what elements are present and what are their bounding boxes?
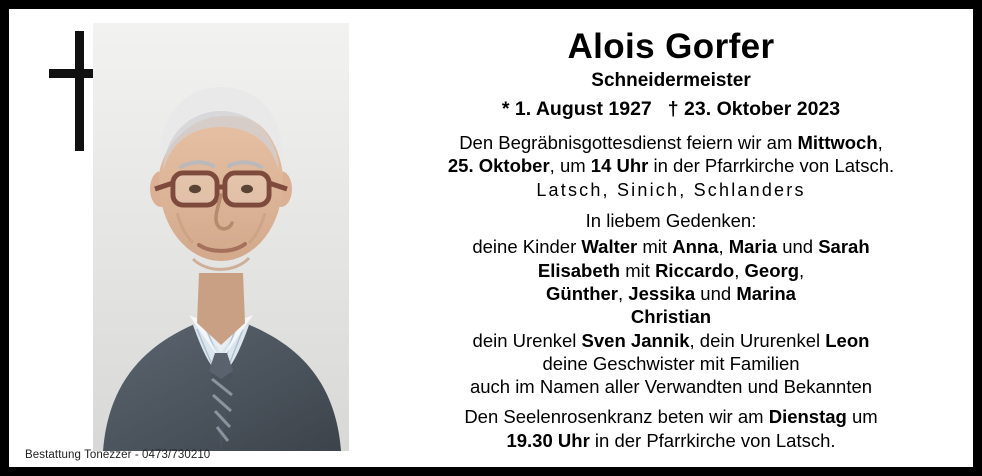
notice-inner	[9, 9, 973, 467]
spacer-1	[391, 202, 951, 209]
remembrance-heading: In liebem Gedenken:	[585, 210, 757, 232]
relative-marina: Marina	[736, 282, 796, 304]
rosary-line-2	[391, 429, 951, 452]
funeral-home-credit: Bestattung Tonezzer - 0473/730210	[25, 449, 211, 461]
relatives-line: auch im Namen aller Verwandten und Bekannten	[469, 376, 873, 398]
spacer-3	[391, 398, 951, 405]
rosary-mid: um	[846, 406, 878, 428]
child-elisabeth: Elisabeth	[537, 259, 621, 281]
funeral-line2-mid: , um	[549, 155, 591, 177]
children-mid-1: mit	[637, 236, 673, 258]
children-line2-mid-1: mit	[620, 259, 656, 281]
birth-date: * 1. August 1927	[501, 97, 652, 120]
grandchild-pre: dein Urenkel	[472, 329, 582, 351]
children-mid-3: und	[777, 236, 819, 258]
child-maria: Maria	[728, 236, 778, 258]
children-line2-post: ,	[799, 259, 805, 281]
child-walter: Walter	[581, 236, 638, 258]
funeral-line1-pre: Den Begräbnisgottesdienst feiern wir am	[459, 131, 798, 153]
children-line2-mid-2: ,	[734, 259, 745, 281]
relative-guenther: Günther	[546, 282, 618, 304]
death-date: † 23. Oktober 2023	[667, 97, 841, 120]
funeral-weekday: Mittwoch	[797, 131, 878, 153]
great-grandchild-sven-jannik: Sven Jannik	[581, 329, 690, 351]
rosary-time: 19.30 Uhr	[506, 429, 590, 451]
portrait-column	[9, 9, 381, 467]
children-line3-mid-1: ,	[618, 282, 629, 304]
funeral-service-line-2	[391, 154, 951, 177]
deceased-name: Alois Gorfer	[567, 27, 775, 66]
funeral-date: 25. Oktober	[447, 155, 550, 177]
funeral-service-line-1	[391, 131, 951, 154]
rosary-post: in der Pfarrkirche von Latsch.	[589, 429, 836, 451]
relative-georg: Georg	[744, 259, 799, 281]
great-great-grandchild-leon: Leon	[825, 329, 870, 351]
cross-vertical-bar	[75, 31, 84, 151]
relative-anna: Anna	[672, 236, 719, 258]
rosary-weekday: Dienstag	[768, 406, 847, 428]
grandchild-mid: , dein Ururenkel	[689, 329, 826, 351]
relative-riccardo: Riccardo	[655, 259, 735, 281]
children-line-1	[391, 235, 951, 258]
deceased-profession: Schneidermeister	[591, 69, 751, 91]
great-grandchildren-line	[391, 329, 951, 352]
relative-jessika: Jessika	[628, 282, 696, 304]
places-line: Latsch, Sinich, Schlanders	[536, 180, 806, 201]
children-line-4: Christian	[630, 306, 712, 328]
life-dates	[391, 98, 951, 121]
funeral-time: 14 Uhr	[590, 155, 649, 177]
children-line-3	[391, 282, 951, 305]
funeral-line1-post: ,	[877, 131, 883, 153]
children-line-2	[391, 259, 951, 282]
child-sarah: Sarah	[818, 236, 870, 258]
rosary-pre: Den Seelenrosenkranz beten wir am	[464, 406, 769, 428]
children-pre: deine Kinder	[472, 236, 582, 258]
deceased-portrait-photo	[93, 23, 349, 451]
text-column	[381, 9, 973, 467]
rosary-line-1	[391, 405, 951, 428]
siblings-line: deine Geschwister mit Familien	[542, 352, 800, 374]
funeral-line2-post: in der Pfarrkirche von Latsch.	[648, 155, 895, 177]
children-mid-2: ,	[718, 236, 729, 258]
children-line3-mid-2: und	[695, 282, 737, 304]
